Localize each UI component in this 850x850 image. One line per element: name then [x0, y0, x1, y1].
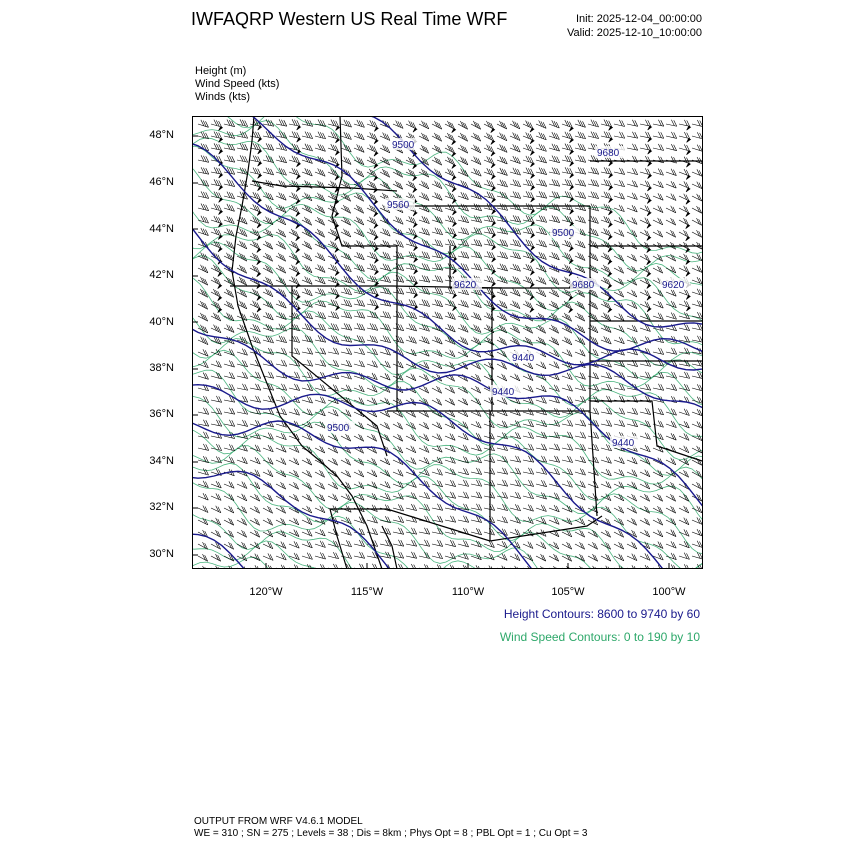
lon-label: 105°W: [551, 586, 585, 598]
lat-label: 38°N: [149, 362, 174, 374]
height-contour-label: 9680: [572, 280, 595, 291]
lat-label: 34°N: [149, 455, 174, 467]
height-contour-label: 9680: [597, 148, 620, 159]
lon-label: 110°W: [451, 586, 485, 598]
model-footer: OUTPUT FROM WRF V4.6.1 MODEL: [194, 816, 363, 827]
height-contour-label: 9500: [552, 228, 575, 239]
lat-label: 48°N: [149, 129, 174, 141]
height-contour-label: 9500: [392, 140, 415, 151]
wind-contour-caption: Wind Speed Contours: 0 to 190 by 10: [499, 630, 700, 644]
lon-label: 100°W: [652, 586, 686, 598]
height-contour-label: 9560: [387, 200, 410, 211]
height-contour-label: 9440: [492, 387, 515, 398]
height-contour-label: 9620: [454, 280, 477, 291]
height-contour-caption: Height Contours: 8600 to 9740 by 60: [503, 607, 700, 621]
legend-winds: Winds (kts): [195, 91, 250, 103]
valid-time: Valid: 2025-12-10_10:00:00: [567, 27, 702, 39]
lat-label: 42°N: [149, 269, 174, 281]
model-config-footer: WE = 310 ; SN = 275 ; Levels = 38 ; Dis = 8km ; Phys Opt = 8 ; PBL Opt = 1 ; Cu Opt = 3: [194, 828, 588, 839]
lat-label: 40°N: [149, 316, 174, 328]
weather-map: [192, 116, 703, 569]
lat-label: 32°N: [149, 501, 174, 513]
height-contour-label: 9440: [512, 353, 535, 364]
legend-height: Height (m): [195, 65, 247, 77]
lat-label: 44°N: [149, 223, 174, 235]
height-contour-label: 9500: [327, 423, 350, 434]
legend-wind-speed: Wind Speed (kts): [195, 78, 280, 90]
lon-label: 115°W: [350, 586, 384, 598]
lon-label: 120°W: [249, 586, 283, 598]
map-title: IWFAQRP Western US Real Time WRF: [191, 9, 508, 29]
height-contour-label: 9620: [662, 280, 685, 291]
init-time: Init: 2025-12-04_00:00:00: [576, 13, 702, 25]
lat-label: 36°N: [149, 408, 174, 420]
height-contour-label: 9440: [612, 438, 635, 449]
lat-label: 30°N: [149, 548, 174, 560]
lat-label: 46°N: [149, 176, 174, 188]
